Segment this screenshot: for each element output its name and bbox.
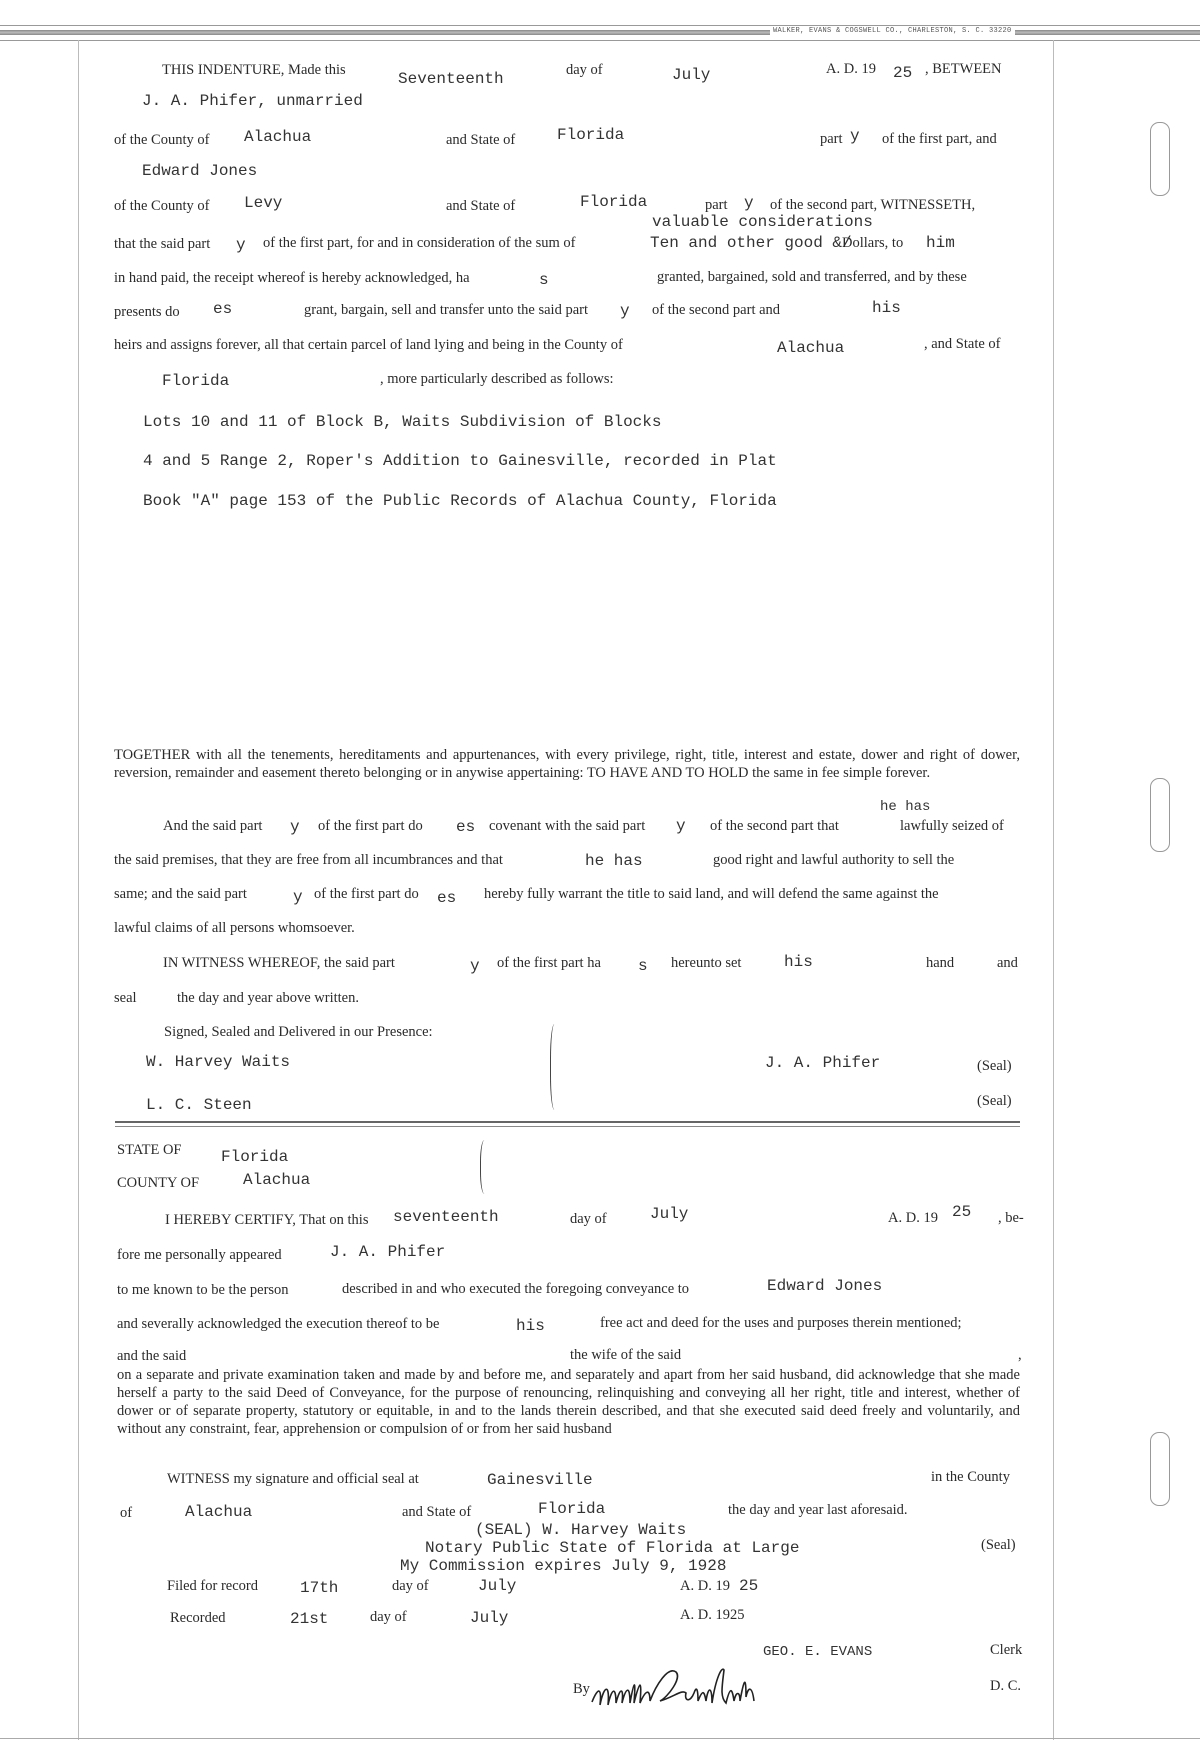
county-of-label: COUNTY OF bbox=[117, 1175, 200, 1191]
of-county-label: of the County of bbox=[114, 132, 210, 148]
grantee-state: Florida bbox=[580, 193, 648, 211]
first-part-and: of the first part, and bbox=[882, 131, 997, 147]
second-part-witnesseth: of the second part, WITNESSETH, bbox=[770, 197, 976, 213]
grantee-name: Edward Jones bbox=[142, 162, 258, 180]
filed-day: 17th bbox=[300, 1579, 339, 1597]
ack-place: Gainesville bbox=[487, 1471, 593, 1489]
ack-county-2: Alachua bbox=[185, 1503, 253, 1521]
valuable-considerations: valuable considerations bbox=[652, 213, 873, 231]
section-divider bbox=[115, 1126, 1020, 1127]
ack-day-of: day of bbox=[570, 1211, 607, 1227]
ack-be: , be- bbox=[998, 1210, 1024, 1226]
filed-year: 25 bbox=[739, 1577, 759, 1595]
party-suffix-2: y bbox=[744, 194, 754, 212]
witness-text: hereunto set bbox=[671, 955, 742, 971]
indenture-month: July bbox=[672, 66, 711, 84]
witness-text: seal bbox=[114, 990, 137, 1006]
recorded-day-of: day of bbox=[370, 1609, 407, 1625]
notary-title: Notary Public State of Florida at Large bbox=[425, 1539, 800, 1557]
and-state-label-3: and State of bbox=[402, 1504, 472, 1520]
witness-text: of the first part ha bbox=[497, 955, 601, 971]
punch-hole bbox=[1150, 778, 1170, 852]
punch-hole bbox=[1150, 1432, 1170, 1506]
wife-of-the-said: the wife of the said bbox=[570, 1347, 682, 1363]
grantor-signature: J. A. Phifer bbox=[765, 1054, 881, 1072]
ack-appeared: J. A. Phifer bbox=[330, 1243, 446, 1261]
witness-1-name: W. Harvey Waits bbox=[146, 1053, 291, 1071]
party-suffix: y bbox=[850, 127, 860, 145]
and-state-label-2: and State of bbox=[446, 198, 516, 214]
ack-conveyee: Edward Jones bbox=[767, 1277, 883, 1295]
ack-year: 25 bbox=[952, 1203, 972, 1221]
indenture-day: Seventeenth bbox=[398, 70, 504, 88]
recorded-day: 21st bbox=[290, 1610, 329, 1628]
right-margin-line bbox=[1053, 40, 1054, 1740]
covenant-text: And the said part bbox=[163, 818, 263, 834]
covenant-text: of the second part that bbox=[710, 818, 839, 834]
description-line: Lots 10 and 11 of Block B, Waits Subdivision of Blocks bbox=[143, 413, 662, 431]
witness-brace bbox=[550, 1024, 561, 1110]
covenant-text: lawfully seized of bbox=[900, 818, 1004, 834]
indenture-intro: THIS INDENTURE, Made this bbox=[162, 62, 346, 78]
party-label: part bbox=[820, 131, 843, 147]
covenant-he-has: he has bbox=[585, 852, 643, 870]
consideration-sum: Ten and other good &/ bbox=[650, 234, 852, 252]
dollars-to: Dollars, to bbox=[842, 235, 904, 251]
signed-sealed-label: Signed, Sealed and Delivered in our Presence: bbox=[164, 1024, 433, 1040]
described-as: , more particularly described as follows: bbox=[380, 371, 614, 387]
and-the-said: and the said bbox=[117, 1348, 187, 1364]
top-rule-lower bbox=[0, 40, 1200, 41]
certify-text: I HEREBY CERTIFY, That on this bbox=[165, 1212, 369, 1228]
witness-his: his bbox=[784, 953, 813, 971]
seal-label: (Seal) bbox=[977, 1058, 1012, 1074]
hand-paid-text: in hand paid, the receipt whereof is hereby acknowledged, ha bbox=[114, 270, 470, 286]
ack-day: seventeenth bbox=[393, 1208, 499, 1226]
witness-y: y bbox=[470, 957, 480, 975]
in-the-county: in the County bbox=[931, 1469, 1010, 1485]
day-of-label: day of bbox=[566, 62, 603, 78]
ack-brace bbox=[480, 1140, 491, 1194]
witness-s: s bbox=[638, 957, 648, 975]
ack-state-2: Florida bbox=[538, 1500, 606, 1518]
recorded-ad: A. D. 1925 bbox=[680, 1607, 745, 1623]
witness-2-name: L. C. Steen bbox=[146, 1096, 252, 1114]
wife-comma: , bbox=[1018, 1347, 1022, 1363]
covenant-text: good right and lawful authority to sell the bbox=[713, 852, 955, 868]
witness-text: and bbox=[997, 955, 1018, 971]
recorded-month: July bbox=[470, 1609, 509, 1627]
top-rule bbox=[0, 25, 1200, 26]
of-county-label-2: of the County of bbox=[114, 198, 210, 214]
filed-label: Filed for record bbox=[167, 1578, 258, 1594]
of-label: of bbox=[120, 1505, 133, 1521]
covenant-y: y bbox=[293, 888, 303, 906]
covenant-es: es bbox=[437, 889, 457, 907]
covenant-text: same; and the said part bbox=[114, 886, 247, 902]
seal-label: (Seal) bbox=[977, 1093, 1012, 1109]
covenant-text: lawful claims of all persons whomsoever. bbox=[114, 920, 355, 936]
last-aforesaid: the day and year last aforesaid. bbox=[728, 1502, 908, 1518]
state-of-label: STATE OF bbox=[117, 1142, 182, 1158]
free-act-text: free act and deed for the uses and purposes therein mentioned; bbox=[600, 1315, 962, 1331]
ad-label: A. D. 19 bbox=[826, 61, 876, 77]
ack-county: Alachua bbox=[243, 1171, 311, 1189]
fore-me-text: fore me personally appeared bbox=[117, 1247, 282, 1263]
party-label-2: part bbox=[705, 197, 728, 213]
ack-state: Florida bbox=[221, 1148, 289, 1166]
clerk-name: GEO. E. EVANS bbox=[763, 1644, 873, 1660]
witness-text: hand bbox=[926, 955, 955, 971]
land-county: Alachua bbox=[777, 339, 845, 357]
filed-day-of: day of bbox=[392, 1578, 429, 1594]
grantor-county: Alachua bbox=[244, 128, 312, 146]
description-line: Book "A" page 153 of the Public Records of Alachua County, Florida bbox=[143, 492, 777, 510]
grantee-county: Levy bbox=[244, 194, 283, 212]
covenant-y: y bbox=[676, 817, 686, 835]
section-divider bbox=[115, 1121, 1020, 1123]
covenant-insert: he has bbox=[880, 799, 931, 815]
covenant-text: the said premises, that they are free from all incumbrances and that bbox=[114, 852, 503, 868]
deputy-clerk-signature bbox=[590, 1662, 760, 1720]
covenant-text: covenant with the said part bbox=[489, 818, 646, 834]
clerk-label: Clerk bbox=[990, 1642, 1023, 1658]
grant-text: grant, bargain, sell and transfer unto the said part bbox=[304, 302, 589, 318]
top-band bbox=[0, 30, 1200, 35]
consideration-text: of the first part, for and in consideration of the sum of bbox=[263, 235, 576, 251]
ack-ad: A. D. 19 bbox=[888, 1210, 938, 1226]
grantor-name: J. A. Phifer, unmarried bbox=[142, 92, 363, 110]
severally-text: and severally acknowledged the execution thereof to be bbox=[117, 1316, 440, 1332]
by-label: By bbox=[573, 1681, 590, 1697]
together-clause: TOGETHER with all the tenements, hereditaments and appurtenances, with every privilege, right, title, interest and estate, dower and right of dower, reversion, remainder and easement thereto belonging or in anywise appertaining: TO HAVE AND TO HOLD the same in fee simple forever. bbox=[114, 747, 1020, 781]
covenant-text: hereby fully warrant the title to said land, and will defend the same against the bbox=[484, 886, 939, 902]
ack-month: July bbox=[650, 1205, 689, 1223]
left-margin-line bbox=[78, 40, 79, 1740]
punch-hole bbox=[1150, 122, 1170, 196]
described-text: described in and who executed the foregoing conveyance to bbox=[342, 1281, 690, 1297]
granted-text: granted, bargained, sold and transferred, and by these bbox=[657, 269, 967, 285]
filed-month: July bbox=[478, 1577, 517, 1595]
witness-text: IN WITNESS WHEREOF, the said part bbox=[163, 955, 395, 971]
covenant-text: of the first part do bbox=[314, 886, 419, 902]
covenant-es: es bbox=[456, 818, 476, 836]
notary-seal: (Seal) bbox=[981, 1537, 1016, 1553]
land-state: Florida bbox=[162, 372, 230, 390]
does-suffix: es bbox=[213, 300, 233, 318]
to-whom: him bbox=[926, 234, 955, 252]
has-suffix: s bbox=[539, 271, 549, 289]
printer-imprint: WALKER, EVANS & COGSWELL CO., CHARLESTON, S. C. 33220 bbox=[770, 27, 1015, 36]
and-state-of: , and State of bbox=[924, 336, 1001, 352]
heirs-text: heirs and assigns forever, all that certain parcel of land lying and being in the County of bbox=[114, 337, 623, 353]
dc-label: D. C. bbox=[990, 1678, 1022, 1694]
party-suffix-3: y bbox=[236, 236, 246, 254]
between-label: , BETWEEN bbox=[925, 61, 1002, 77]
notary-name: (SEAL) W. Harvey Waits bbox=[475, 1521, 687, 1539]
wife-examination-paragraph: on a separate and private examination taken and made by and before me, and separately and apart from her said husband, did acknowledge that she made herself a party to the said Deed of Conveyance, for the purpose of renouncing, relinquishing and conveying all her right, title and interest, whether of dower or of separate property, statutory or equitable, in and to the lands therein described, and that she executed said deed freely and voluntarily, and without any constraint, fear, apprehension or compulsion of or from her said husband bbox=[117, 1367, 1020, 1437]
indenture-year: 25 bbox=[893, 64, 913, 82]
covenant-text: of the first part do bbox=[318, 818, 423, 834]
known-text: to me known to be the person bbox=[117, 1282, 289, 1298]
ack-his: his bbox=[516, 1317, 545, 1335]
notary-commission: My Commission expires July 9, 1928 bbox=[400, 1557, 727, 1575]
covenant-y: y bbox=[290, 818, 300, 836]
witness-text: the day and year above written. bbox=[177, 990, 359, 1006]
witness-signature-text: WITNESS my signature and official seal at bbox=[167, 1471, 419, 1487]
grantor-state: Florida bbox=[557, 126, 625, 144]
heirs-of: his bbox=[872, 299, 901, 317]
that-said-part: that the said part bbox=[114, 236, 211, 252]
presents-do: presents do bbox=[114, 304, 180, 320]
bottom-rule bbox=[0, 1738, 1200, 1739]
party-suffix-4: y bbox=[620, 302, 630, 320]
description-line: 4 and 5 Range 2, Roper's Addition to Gainesville, recorded in Plat bbox=[143, 452, 777, 470]
and-state-label: and State of bbox=[446, 132, 516, 148]
recorded-label: Recorded bbox=[170, 1610, 226, 1626]
second-part-and: of the second part and bbox=[652, 302, 781, 318]
filed-ad: A. D. 19 bbox=[680, 1578, 730, 1594]
